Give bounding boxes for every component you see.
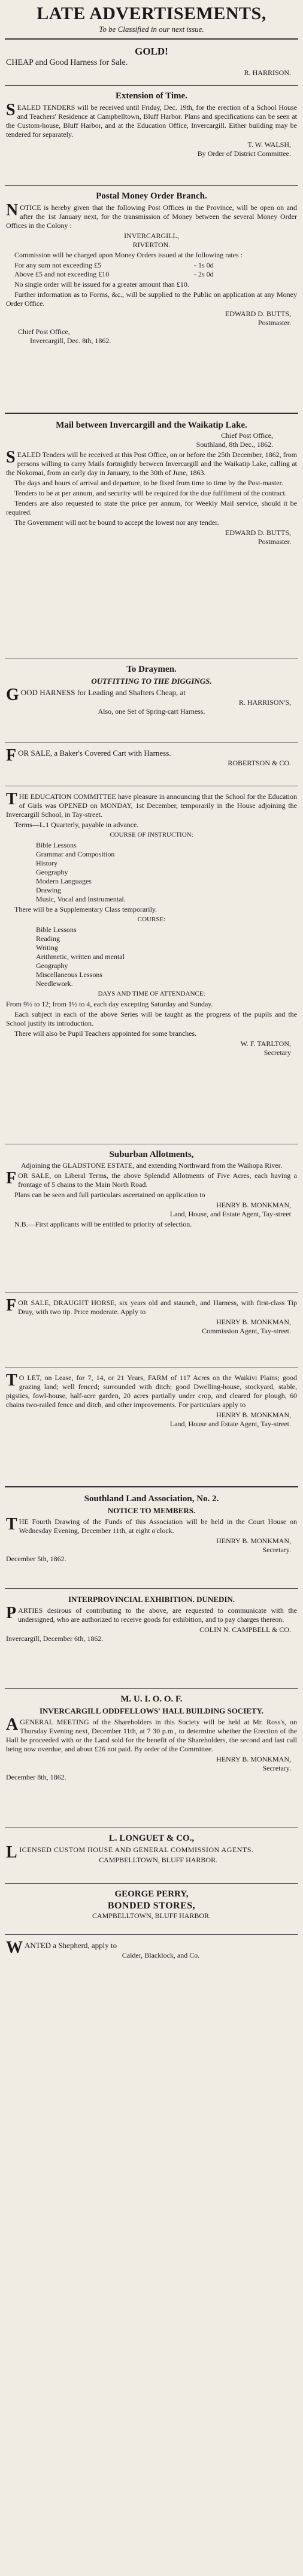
ad-title: Mail between Invercargill and the Waikatip Lake.	[56, 420, 247, 430]
ad-date: December 5th, 1862.	[6, 1555, 66, 1563]
ad-body: TO LET, on Lease, for 7, 14, or 21 Years, FARM of 117 Acres on the Waikivi Plains; good grazing land; well fenced; surrounded with ditch; good Dwelling-house, stockyard, stable, pigsties, fowl-house, half-acre garden, 20 acres partially under crop, and cleared for plough, 60 chains two-railed fence and ditch, and other improvements. For particulars apply to	[6, 1371, 297, 1409]
hours-text: From 9½ to 12; from 1½ to 4, each day excepting Saturday and Sunday.	[6, 1000, 213, 1008]
list-item: Arithmetic, written and mental	[36, 952, 125, 961]
office-name: INVERCARGILL,	[124, 232, 179, 240]
ad-signer: HENRY B. MONKMAN,	[216, 1755, 291, 1763]
dateline: Chief Post Office,	[221, 431, 273, 440]
ad-body: NOTICE is hereby given that the following Post Offices in the Province, will be open on and after the 1st January next, for the transmission of Money between the several Money Order Offices in the Colony :	[6, 201, 297, 230]
list-item: Drawing	[36, 886, 61, 894]
ad-body: GOOD HARNESS for Leading and Shafters Cheap, at	[6, 686, 186, 704]
ad-footer: Chief Post Office,	[18, 327, 70, 336]
ad-paragraph: Tenders to be at per annum, and security will be required for the due fulfilment of the contract.	[14, 489, 287, 497]
ad-footer: Invercargill, Dec. 8th, 1862.	[30, 336, 111, 345]
ad-address: CAMPBELLTOWN, BLUFF HARBOR.	[99, 1856, 218, 1864]
ad-mail	[5, 417, 298, 656]
ad-signer: HENRY B. MONKMAN,	[216, 1201, 291, 1209]
ad-signer: Calder, Blacklock, and Co.	[122, 1951, 200, 1959]
ad-extra: Also, one Set of Spring-cart Harness.	[98, 707, 205, 716]
ad-signer: T. W. WALSH,	[247, 140, 291, 149]
ad-subtitle: INVERCARGILL ODDFELLOWS' HALL BUILDING SOCIETY.	[39, 1706, 264, 1715]
course-list	[36, 925, 297, 988]
ad-title: INTERPROVINCIAL EXHIBITION. DUNEDIN.	[68, 1595, 235, 1604]
ad-title: GEORGE PERRY,	[114, 1889, 189, 1899]
divider	[5, 38, 298, 40]
ad-subtitle: OUTFITTING TO THE DIGGINGS.	[91, 677, 212, 686]
ad-signer: COLIN N. CAMPBELL & CO.	[199, 1625, 291, 1634]
ad-signer-role: Postmaster.	[257, 318, 291, 327]
list-item: Bible Lessons	[36, 925, 77, 934]
ad-signer: ROBERTSON & CO.	[228, 759, 291, 767]
ad-title: To Draymen.	[126, 665, 177, 674]
ad-body: WANTED a Shepherd, apply to	[6, 1938, 117, 1957]
ad-exhibition	[5, 1591, 298, 1686]
ad-date: December 8th, 1862.	[6, 1773, 66, 1781]
rate-row	[14, 270, 297, 279]
ad-suburban	[5, 1147, 298, 1289]
ad-paragraph: Each subject in each of the above Series will be taught as the progress of the pupils and the School justify its introduction.	[6, 1010, 297, 1027]
ad-title: Southland Land Association, No. 2.	[84, 1494, 219, 1504]
ad-paragraph: Tenders are also requested to state the price per annum, for Weekly Mail service, should it be required.	[6, 499, 297, 516]
masthead	[5, 0, 298, 35]
divider	[5, 1883, 298, 1884]
ad-body: SEALED TENDERS will be received until Friday, Dec. 19th, for the erection of a School House and Teachers' Residence at Campbelltown, Bluff Harbor. Plans and specifications can be seen at the Custom-house, Bluff Harbor, and at the Education Office, Invercargill. Either building may be tendered for separately.	[6, 101, 297, 139]
divider	[5, 1588, 298, 1589]
course-list	[36, 841, 297, 904]
ad-southland-land	[5, 1491, 298, 1586]
list-item: Geography	[36, 868, 68, 876]
ad-signer: HENRY B. MONKMAN,	[216, 1411, 291, 1419]
ad-title: M. U. I. O. O. F.	[120, 1694, 183, 1704]
ad-paragraph: Further information as to Forms, &c., will be supplied to the Public on application at any Money Order Office.	[6, 290, 297, 308]
ad-signer: HENRY B. MONKMAN,	[216, 1537, 291, 1545]
ad-longuet	[5, 1830, 298, 1881]
divider	[5, 1934, 298, 1935]
list-item: Bible Lessons	[36, 841, 77, 849]
ad-note: N.B.—First applicants will be entitled to priority of selection.	[14, 1220, 192, 1228]
ad-subtitle: Adjoining the GLADSTONE ESTATE, and extending Northward from the Waihopa River.	[20, 1161, 283, 1170]
ad-title: L. LONGUET & CO.,	[108, 1833, 195, 1843]
list-item: Modern Languages	[36, 877, 92, 885]
page-title: LATE ADVERTISEMENTS,	[37, 4, 266, 23]
dateline: Southland, 8th Dec., 1862.	[196, 440, 273, 449]
list-item: Geography	[36, 961, 68, 970]
list-item: Grammar and Composition	[36, 850, 115, 858]
ad-signer-role: Land, House and Estate Agent, Tay-street.	[169, 1420, 291, 1428]
ad-address: CAMPBELLTOWN, BLUFF HARBOR.	[92, 1911, 211, 1920]
ad-signer-role: Postmaster.	[257, 537, 291, 546]
list-item: Needlework.	[36, 979, 73, 988]
ad-body: BONDED STORES,	[107, 1901, 196, 1911]
ad-postal	[5, 188, 298, 409]
ad-title: Suburban Allotments,	[109, 1150, 194, 1159]
ad-body: AGENERAL MEETING of the Shareholders in this Society will be held at Mr. Ross's, on Thursday Evening next, December 11th, at 7 30 p.m., to determine whether the Erection of the Hall be proceeded with or the Land sold for the benefit of the Shareholders, the second and last call being now overdue, and about £26 not paid. By order of the Committee.	[6, 1715, 297, 1753]
ad-signer-role: Land, House, and Estate Agent, Tay-street	[169, 1210, 291, 1218]
ad-title: GOLD!	[135, 46, 168, 57]
ad-paragraph: Plans can be seen and full particulars ascertained on application to	[14, 1191, 205, 1199]
ad-signer: HENRY B. MONKMAN,	[216, 1318, 291, 1326]
ad-baker	[5, 745, 298, 783]
ad-signer: EDWARD D. BUTTS,	[225, 528, 291, 537]
course-title: COURSE:	[137, 916, 166, 923]
ad-signer-note: By Order of District Committee.	[197, 149, 291, 158]
ad-signer: R. HARRISON'S,	[238, 698, 291, 707]
ad-oddfellows	[5, 1691, 298, 1825]
rate-row	[14, 261, 297, 270]
ad-signer: W. F. TARLTON,	[240, 1039, 291, 1048]
page-subtitle: To be Classified in our next issue.	[99, 25, 204, 34]
list-item: Music, Vocal and Instrumental.	[36, 895, 126, 903]
ad-signer-role: Commission Agent, Tay-street.	[202, 1327, 291, 1335]
rate-label: Above £5 and not exceeding £10	[14, 270, 110, 278]
list-item: Miscellaneous Lessons	[36, 970, 102, 979]
rate-label: For any sum not exceeding £5	[14, 261, 101, 269]
page-column	[5, 0, 298, 1970]
ad-paragraph: The Government will not be bound to accept the lowest nor any tender.	[14, 518, 219, 527]
course-title: COURSE OF INSTRUCTION:	[110, 831, 193, 838]
ad-terms: Terms—L.1 Quarterly, payable in advance.	[14, 820, 139, 829]
ad-body: SEALED Tenders will be received at this Post Office, on or before the 25th December, 1862, from persons willing to carry Mails fortnightly between Invercargill and the Waikatip Lake, calling at the Nokomai, from an early day in January, to the 30th of June, 1863.	[6, 448, 297, 477]
ad-body: FOR SALE, on Liberal Terms, the above Splendid Allotments of Five Acres, each having a frontage of 5 chains to the Main North Road.	[6, 1169, 297, 1189]
divider	[5, 413, 298, 414]
list-item: Reading	[36, 934, 60, 943]
ad-date: Invercargill, December 6th, 1862.	[6, 1634, 104, 1643]
ad-gold	[5, 43, 298, 83]
ad-paragraph: There will also be Pupil Teachers appointed for some branches.	[14, 1029, 197, 1038]
ad-george-perry	[5, 1886, 298, 1932]
hours-title: DAYS AND TIME OF ATTENDANCE:	[98, 990, 205, 997]
ad-body: FOR SALE, DRAUGHT HORSE, six years old and staunch, and Harness, with first-class Tip Dray, with two tip. Price moderate. Apply to	[6, 1296, 297, 1316]
ad-paragraph: Commission will be charged upon Money Orders issued at the following rates :	[14, 251, 243, 259]
divider	[5, 742, 298, 743]
ad-body: CHEAP and Good Harness for Sale.	[6, 58, 128, 67]
ad-paragraph: No single order will be issued for a greater amount than £10.	[14, 280, 189, 288]
ad-signer-role: Secretary	[263, 1048, 291, 1057]
ad-signer: EDWARD D. BUTTS,	[225, 309, 291, 318]
ad-body: FOR SALE, a Baker's Covered Cart with Harness.	[6, 746, 171, 765]
ad-signer: R. HARRISON.	[244, 68, 291, 77]
ad-body: LICENSED CUSTOM HOUSE AND GENERAL COMMISSION AGENTS.	[6, 1843, 254, 1862]
ad-subtitle: NOTICE TO MEMBERS.	[107, 1506, 196, 1515]
ad-body: THE EDUCATION COMMITTEE have pleasure in announcing that the School for the Education of Girls was OPENED on MONDAY, 1st December, temporarily in the House adjoining the Invercargill School, in Tay-street.	[6, 790, 297, 819]
rate-value: - 1s 0d	[194, 261, 214, 269]
divider	[5, 1688, 298, 1689]
ad-to-let	[5, 1370, 298, 1483]
rate-value: - 2s 0d	[194, 270, 214, 278]
divider	[5, 1827, 298, 1828]
ad-draught-horse	[5, 1295, 298, 1364]
list-item: History	[36, 859, 57, 867]
office-name: RIVERTON.	[132, 241, 171, 249]
ad-signer-role: Secretary.	[262, 1764, 291, 1772]
ad-extension	[5, 88, 298, 183]
ad-paragraph: The days and hours of arrival and departure, to be fixed from time to time by the Post-master.	[14, 479, 283, 487]
ad-education	[5, 789, 298, 1141]
ad-title: Postal Money Order Branch.	[96, 191, 207, 201]
ad-paragraph: There will be a Supplementary Class temporarily.	[14, 905, 157, 913]
divider	[5, 1486, 298, 1487]
ad-draymen	[5, 662, 298, 740]
ad-title: Extension of Time.	[116, 91, 187, 101]
list-item: Writing	[36, 943, 58, 952]
ad-shepherd	[5, 1937, 298, 1970]
ad-signer-role: Secretary.	[262, 1546, 291, 1554]
ad-body: THE Fourth Drawing of the Funds of this Association will be held in the Court House on Wednesday Evening, December 11th, at eight o'clock.	[6, 1515, 297, 1535]
divider	[5, 85, 298, 86]
ad-body: PARTIES desirous of contributing to the above, are requested to communicate with the undersigned, who are authorized to receive goods for exhibition, and to pay charges thereon.	[6, 1604, 297, 1624]
divider	[5, 185, 298, 186]
